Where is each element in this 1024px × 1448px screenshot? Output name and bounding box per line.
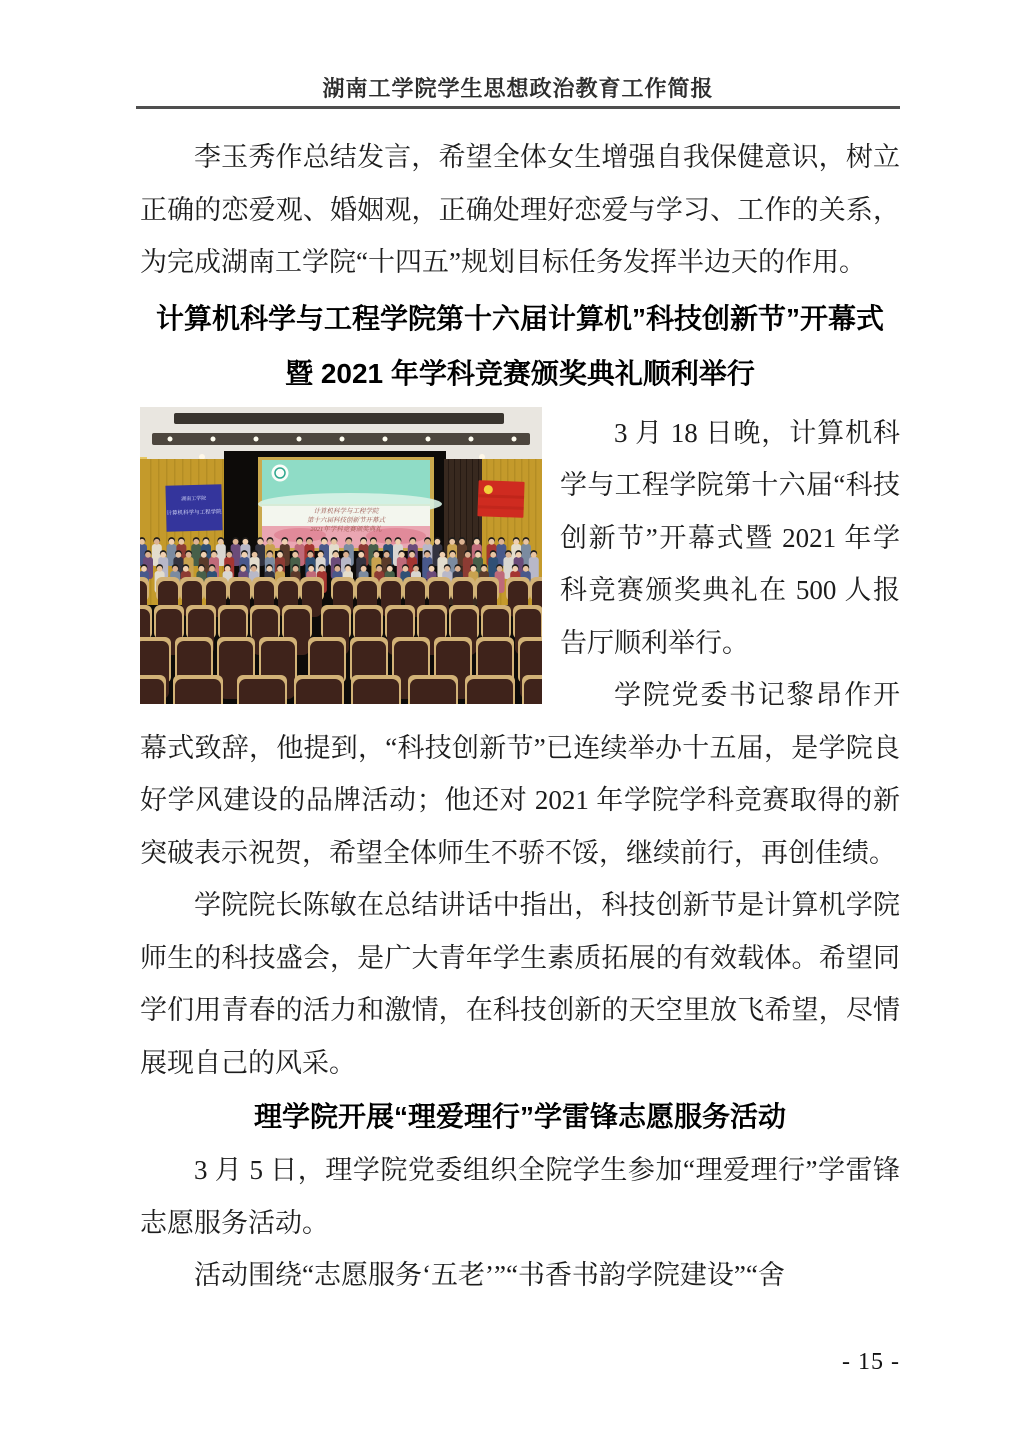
document-header [136, 0, 900, 109]
screen-text-line1: 计算机科学与工程学院 [313, 507, 379, 515]
paragraph-intro: 李玉秀作总结发言，希望全体女生增强自我保健意识，树立正确的恋爱观、婚姻观，正确处理好恋爱与学习、工作的关系，为完成湖南工学院“十四五”规划目标任务发挥半边天的作用。 [140, 142, 900, 277]
banner-text-line2: 计算机科学与工程学院 [166, 508, 222, 517]
page-content [140, 109, 900, 1302]
banner-text-line1: 湖南工学院 [181, 496, 207, 502]
paragraph-2: 学院党委书记黎昂作开幕式致辞，他提到，“科技创新节”已连续举办十五届，是学院良好学风建设的品牌活动；他还对 2021 年学院学科竞赛取得的新突破表示祝贺，希望全体师生不骄不馁，继续前行，再创佳绩。 [140, 680, 900, 868]
paragraph-3: 学院院长陈敏在总结讲话中指出，科技创新节是计算机学院师生的科技盛会，是广大青年学生素质拓展的有效载体。希望同学们用青春的活力和激情，在科技创新的天空里放飞希望，尽情展现自己的风采。 [140, 890, 900, 1078]
screen-text-line3: 2021年学科竞赛颁奖典礼 [310, 525, 382, 533]
paragraph-5: 活动围绕“志愿服务‘五老’”“书香书韵学院建设”“舍 [194, 1260, 785, 1290]
screen-logo [272, 464, 289, 481]
auditorium-seats [140, 577, 542, 704]
ceiling-vent-strip [174, 413, 504, 424]
page-number: - 15 - [842, 1349, 900, 1375]
article2-heading: 理学院开展“理爱理行”学雷锋志愿服务活动 [253, 1101, 786, 1132]
article1-heading-line1: 计算机科学与工程学院第十六届计算机”科技创新节”开幕式 [155, 302, 884, 334]
red-flag [477, 480, 524, 518]
paragraph-1: 3 月 18 日晚，计算机科学与工程学院第十六届“科技创新节”开幕式暨 2021 年学科竞赛颁奖典礼在 500 人报告厅顺利举行。 [560, 417, 900, 658]
article1-body [140, 407, 900, 1090]
blue-banner [165, 484, 222, 531]
header-title: 湖南工学院学生思想政治教育工作简报 [322, 76, 714, 101]
auditorium-photo [140, 407, 542, 704]
article1-heading [140, 291, 900, 401]
article1-heading-line2: 暨 2021 年学科竞赛颁奖典礼顺利举行 [285, 357, 755, 389]
paragraph-4: 3 月 5 日，理学院党委组织全院学生参加“理爱理行”学雷锋志愿服务活动。 [140, 1155, 900, 1238]
screen-text-line2: 第十六届科技创新节开幕式 [307, 516, 385, 524]
